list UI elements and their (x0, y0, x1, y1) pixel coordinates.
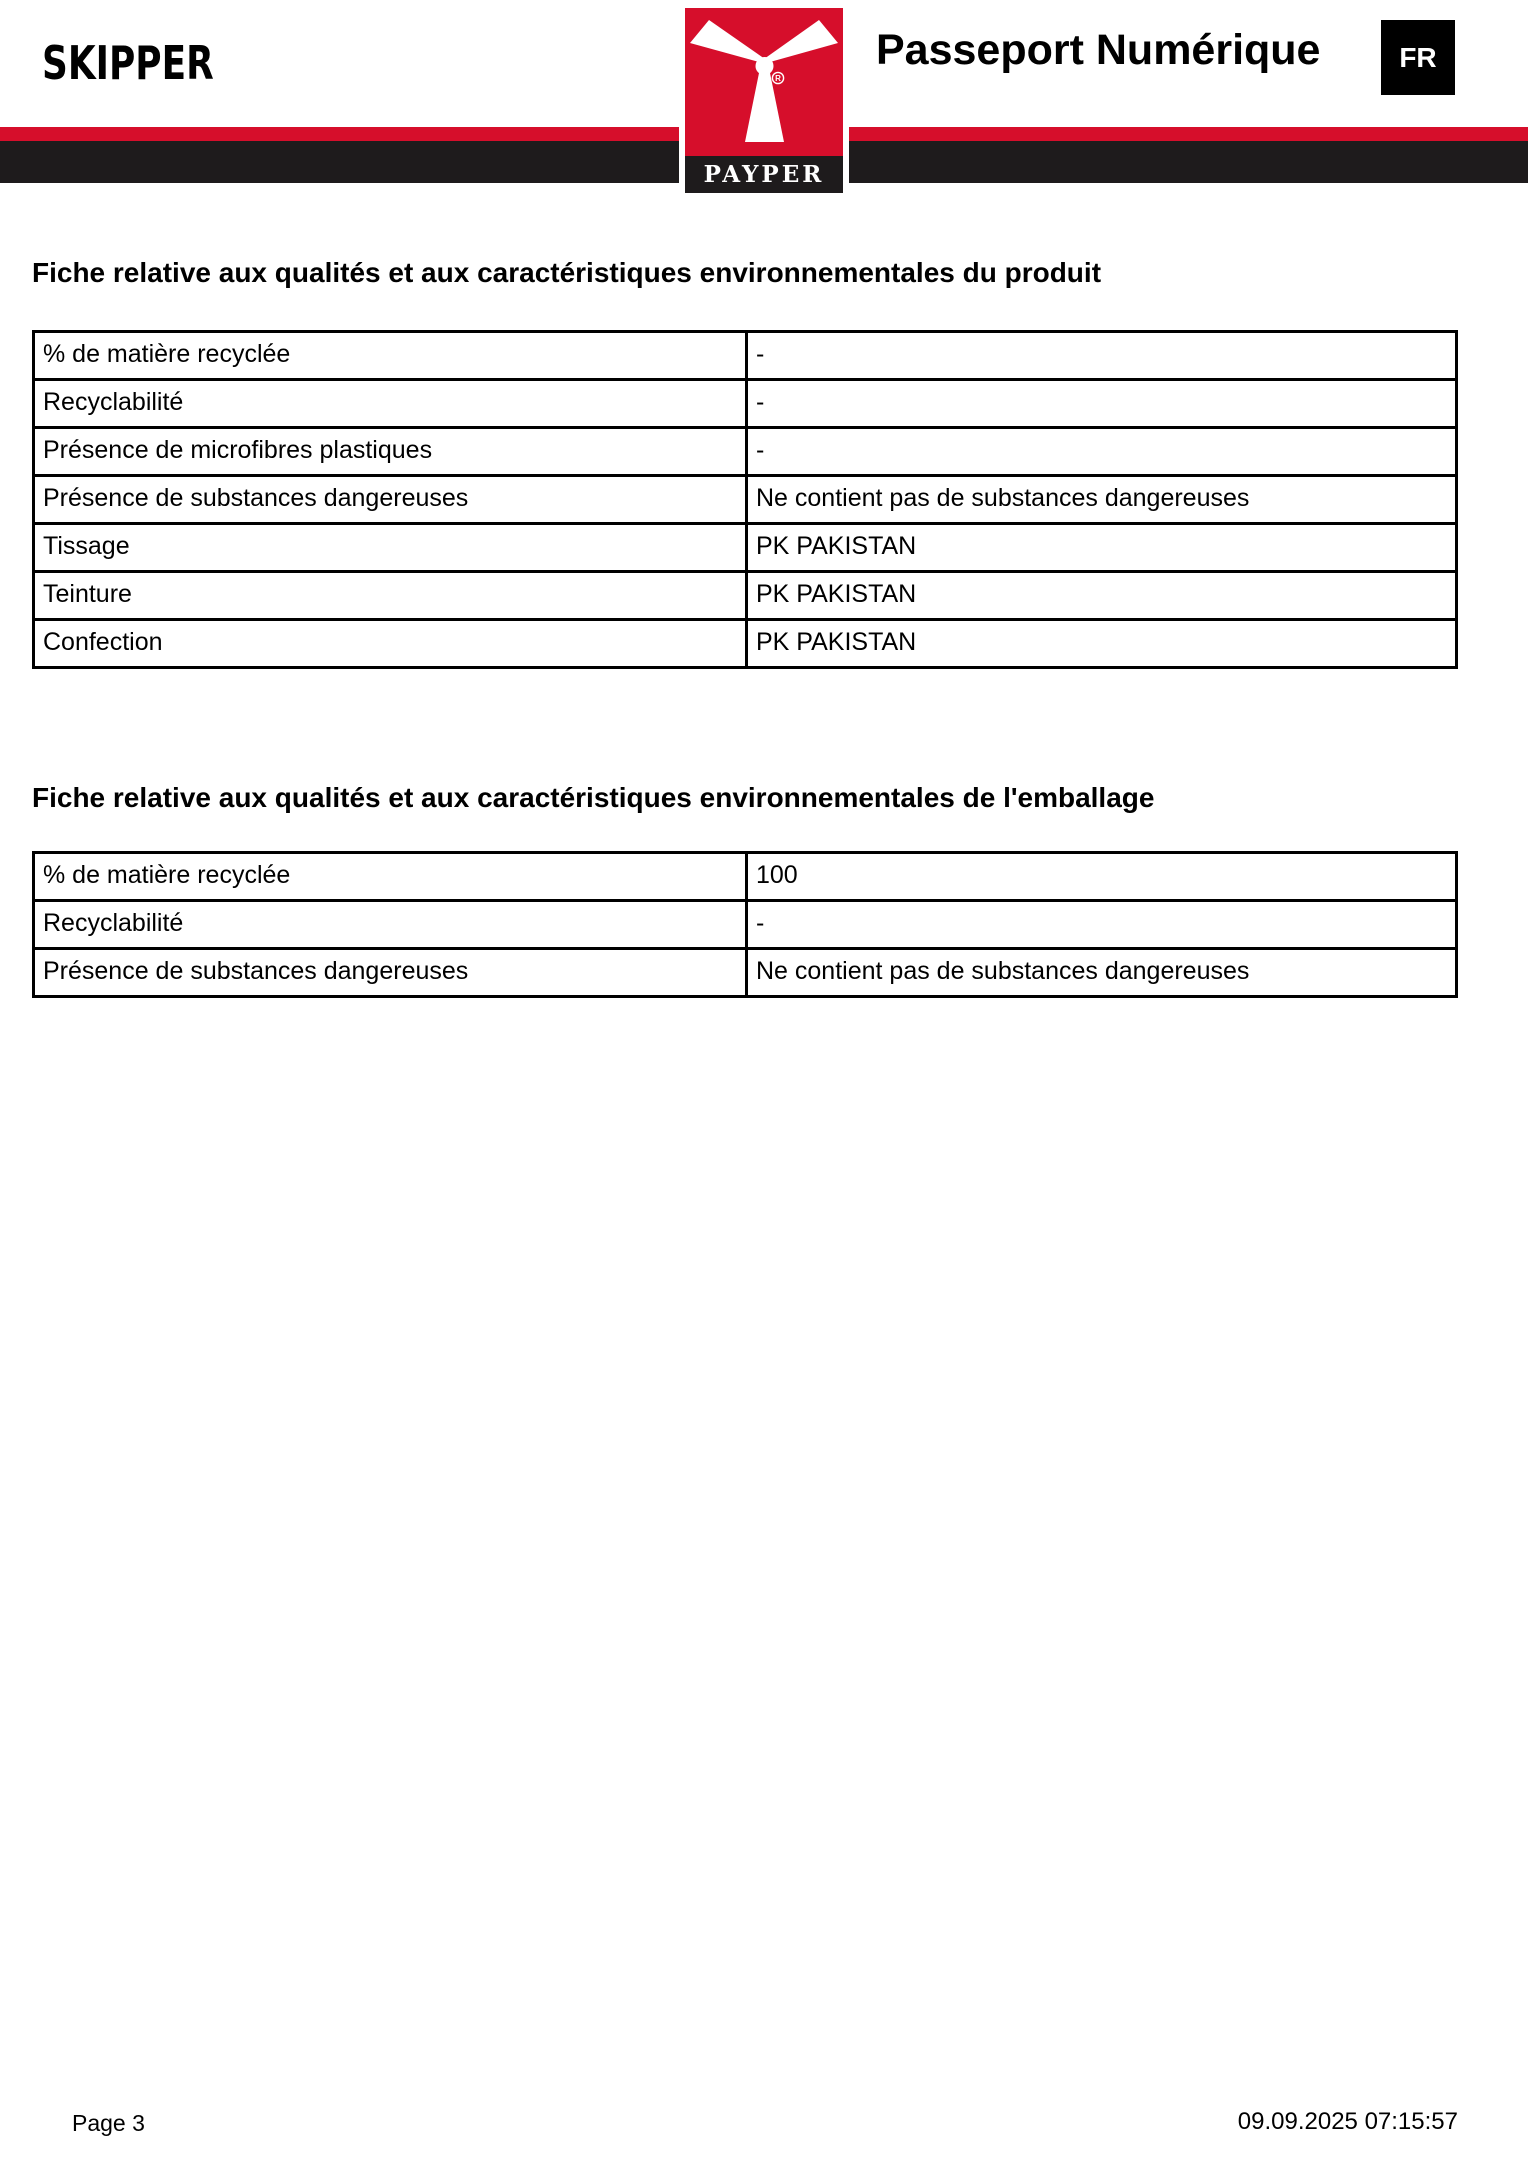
table-row (34, 853, 1457, 901)
payper-wordmark: PAYPER (685, 156, 843, 193)
attribute-value-cell: PK PAKISTAN (747, 524, 1457, 572)
attribute-value-cell: PK PAKISTAN (747, 572, 1457, 620)
propeller-bow-icon (685, 8, 843, 156)
attribute-label-cell: Présence de microfibres plastiques (34, 428, 747, 476)
table-row (34, 380, 1457, 428)
attribute-label-cell: Recyclabilité (34, 380, 747, 428)
attribute-value-cell: - (747, 901, 1457, 949)
registered-mark: R (775, 73, 781, 83)
table-row (34, 572, 1457, 620)
attribute-label-cell: Recyclabilité (34, 901, 747, 949)
attribute-value-cell: 100 (747, 853, 1457, 901)
attribute-value-cell: - (747, 380, 1457, 428)
table-row (34, 428, 1457, 476)
attribute-label-cell: Tissage (34, 524, 747, 572)
page-number: Page 3 (72, 2110, 145, 2136)
attribute-label-cell: Confection (34, 620, 747, 668)
table-row (34, 332, 1457, 380)
table-row (34, 620, 1457, 668)
product-environment-table (32, 330, 1458, 669)
table-row (34, 476, 1457, 524)
attribute-label-cell: Présence de substances dangereuses (34, 949, 747, 997)
brand-logotype: SKIPPER (42, 36, 214, 90)
page-title: Passeport Numérique (876, 26, 1321, 74)
table-row (34, 901, 1457, 949)
language-badge: FR (1381, 20, 1455, 95)
table-row (34, 949, 1457, 997)
payper-logo (679, 0, 849, 199)
attribute-value-cell: PK PAKISTAN (747, 620, 1457, 668)
table-row (34, 524, 1457, 572)
section-heading-packaging: Fiche relative aux qualités et aux caractéristiques environnementales de l'emballage (32, 782, 1155, 813)
attribute-value-cell: Ne contient pas de substances dangereuses (747, 949, 1457, 997)
attribute-value-cell: - (747, 332, 1457, 380)
section-heading-product: Fiche relative aux qualités et aux caractéristiques environnementales du produit (32, 257, 1102, 288)
attribute-label-cell: % de matière recyclée (34, 332, 747, 380)
timestamp: 09.09.2025 07:15:57 (1237, 2108, 1458, 2135)
attribute-value-cell: Ne contient pas de substances dangereuses (747, 476, 1457, 524)
attribute-label-cell: Teinture (34, 572, 747, 620)
attribute-value-cell: - (747, 428, 1457, 476)
packaging-environment-table (32, 851, 1458, 998)
attribute-label-cell: Présence de substances dangereuses (34, 476, 747, 524)
attribute-label-cell: % de matière recyclée (34, 853, 747, 901)
page-header (0, 0, 1528, 205)
